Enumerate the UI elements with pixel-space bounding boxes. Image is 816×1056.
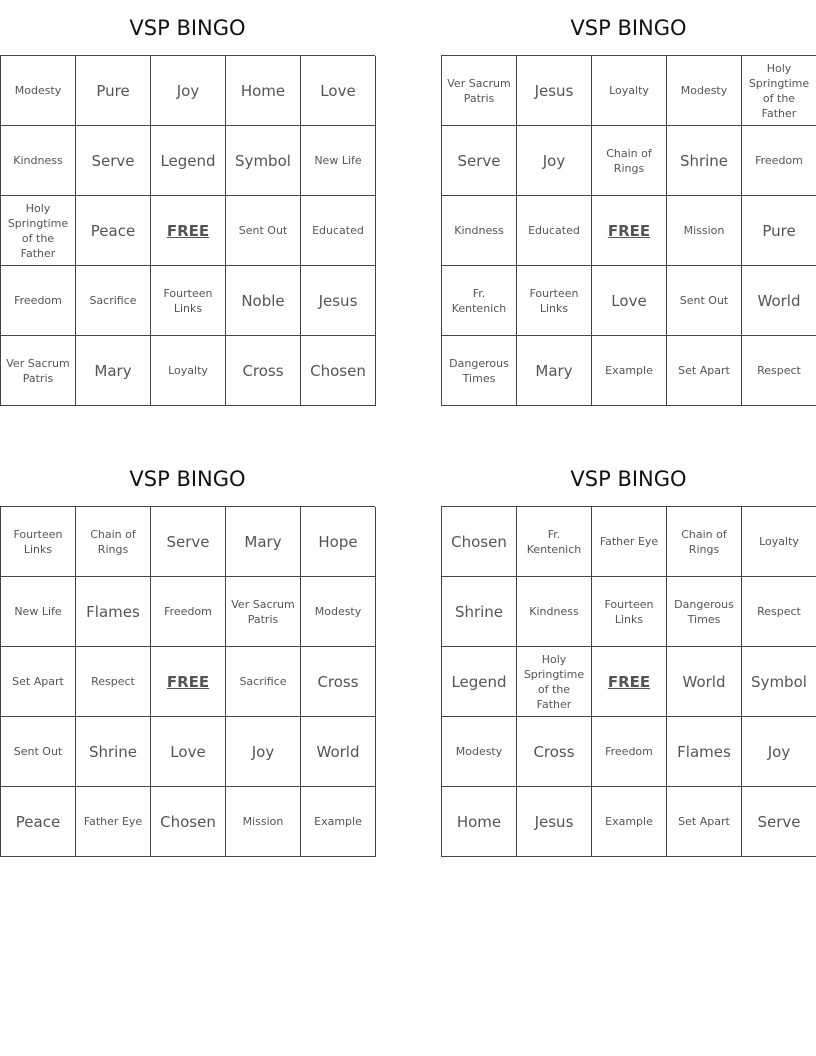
card-title: VSP BINGO [570, 467, 687, 491]
bingo-cell: Modesty [301, 577, 376, 647]
bingo-card-4 [441, 451, 816, 857]
bingo-cell: Modesty [667, 56, 742, 126]
bingo-cell: Mary [76, 336, 151, 406]
bingo-cell: Freedom [742, 126, 816, 196]
bingo-cell: Modesty [442, 717, 517, 787]
bingo-cell: Father Eye [76, 787, 151, 857]
bingo-cell: Love [592, 266, 667, 336]
bingo-cell: Dangerous Times [667, 577, 742, 647]
bingo-cell: Chosen [301, 336, 376, 406]
free-space-cell: FREE [592, 196, 667, 266]
bingo-cell: Chosen [151, 787, 226, 857]
bingo-cell: Respect [76, 647, 151, 717]
bingo-cell: Freedom [592, 717, 667, 787]
bingo-cell: Jesus [517, 56, 592, 126]
bingo-cell: Loyalty [151, 336, 226, 406]
bingo-cell: Cross [301, 647, 376, 717]
bingo-cell: Joy [742, 717, 816, 787]
bingo-cell: Joy [226, 717, 301, 787]
bingo-cell: Fourteen Links [517, 266, 592, 336]
bingo-cell: Holy Springtime of the Father [517, 647, 592, 717]
bingo-grid [0, 55, 375, 406]
bingo-cell: Example [301, 787, 376, 857]
bingo-cell: Serve [151, 507, 226, 577]
bingo-cell: Mission [667, 196, 742, 266]
bingo-cell: Joy [517, 126, 592, 196]
bingo-cell: Fourteen Links [1, 507, 76, 577]
bingo-cell: Pure [742, 196, 816, 266]
bingo-cell: Home [442, 787, 517, 857]
bingo-cell: Chain of Rings [592, 126, 667, 196]
bingo-cell: Noble [226, 266, 301, 336]
bingo-cell: Educated [517, 196, 592, 266]
bingo-cell: Fr. Kentenich [517, 507, 592, 577]
bingo-cell: Peace [76, 196, 151, 266]
bingo-cell: Kindness [1, 126, 76, 196]
bingo-cell: Serve [76, 126, 151, 196]
bingo-cell: World [301, 717, 376, 787]
bingo-cell: Fourteen Links [151, 266, 226, 336]
bingo-cell: Modesty [1, 56, 76, 126]
bingo-card-2 [441, 0, 816, 406]
bingo-cell: Love [151, 717, 226, 787]
card-title: VSP BINGO [129, 467, 246, 491]
bingo-cell: Serve [442, 126, 517, 196]
bingo-cell: World [742, 266, 816, 336]
bingo-cell: Kindness [442, 196, 517, 266]
bingo-cell: Jesus [517, 787, 592, 857]
bingo-cell: Loyalty [592, 56, 667, 126]
bingo-cell: Symbol [742, 647, 816, 717]
bingo-cell: Flames [76, 577, 151, 647]
bingo-cell: Pure [76, 56, 151, 126]
bingo-cell: Chain of Rings [667, 507, 742, 577]
bingo-cell: Ver Sacrum Patris [1, 336, 76, 406]
bingo-card-1 [0, 0, 375, 406]
bingo-cell: Example [592, 787, 667, 857]
bingo-cell: Example [592, 336, 667, 406]
bingo-cell: Serve [742, 787, 816, 857]
bingo-cell: Shrine [442, 577, 517, 647]
bingo-cell: Sent Out [667, 266, 742, 336]
bingo-cell: Freedom [1, 266, 76, 336]
bingo-cell: Love [301, 56, 376, 126]
bingo-cell: Fourteen Links [592, 577, 667, 647]
bingo-grid [441, 55, 816, 406]
bingo-cell: Symbol [226, 126, 301, 196]
bingo-cell: Sacrifice [76, 266, 151, 336]
bingo-cell: Legend [442, 647, 517, 717]
bingo-cell: Shrine [76, 717, 151, 787]
bingo-cell: Cross [517, 717, 592, 787]
bingo-cell: Hope [301, 507, 376, 577]
bingo-cell: Shrine [667, 126, 742, 196]
bingo-cell: Joy [151, 56, 226, 126]
bingo-cell: Educated [301, 196, 376, 266]
bingo-cell: Flames [667, 717, 742, 787]
bingo-cell: Chain of Rings [76, 507, 151, 577]
bingo-cell: World [667, 647, 742, 717]
bingo-cell: Kindness [517, 577, 592, 647]
bingo-cell: Set Apart [1, 647, 76, 717]
bingo-cell: Mary [226, 507, 301, 577]
bingo-cell: Holy Springtime of the Father [1, 196, 76, 266]
bingo-cell: Respect [742, 336, 816, 406]
bingo-cell: Home [226, 56, 301, 126]
bingo-cell: Mission [226, 787, 301, 857]
bingo-cell: Jesus [301, 266, 376, 336]
bingo-cell: Chosen [442, 507, 517, 577]
bingo-cell: Father Eye [592, 507, 667, 577]
free-space-cell: FREE [151, 647, 226, 717]
card-title: VSP BINGO [129, 16, 246, 40]
bingo-cell: Set Apart [667, 336, 742, 406]
bingo-grid [0, 506, 375, 857]
bingo-cell: New Life [1, 577, 76, 647]
bingo-cell: Dangerous Times [442, 336, 517, 406]
card-title: VSP BINGO [570, 16, 687, 40]
bingo-cell: Respect [742, 577, 816, 647]
bingo-cell: Sent Out [226, 196, 301, 266]
bingo-cell: Ver Sacrum Patris [226, 577, 301, 647]
bingo-card-3 [0, 451, 375, 857]
bingo-cell: Loyalty [742, 507, 816, 577]
bingo-cell: Holy Springtime of the Father [742, 56, 816, 126]
free-space-cell: FREE [151, 196, 226, 266]
bingo-cell: Fr. Kentenich [442, 266, 517, 336]
bingo-cell: New Life [301, 126, 376, 196]
bingo-cell: Peace [1, 787, 76, 857]
bingo-cell: Set Apart [667, 787, 742, 857]
bingo-cell: Sent Out [1, 717, 76, 787]
bingo-cell: Freedom [151, 577, 226, 647]
bingo-grid [441, 506, 816, 857]
bingo-cell: Sacrifice [226, 647, 301, 717]
bingo-cell: Legend [151, 126, 226, 196]
bingo-cell: Cross [226, 336, 301, 406]
free-space-cell: FREE [592, 647, 667, 717]
bingo-cell: Ver Sacrum Patris [442, 56, 517, 126]
bingo-cell: Mary [517, 336, 592, 406]
